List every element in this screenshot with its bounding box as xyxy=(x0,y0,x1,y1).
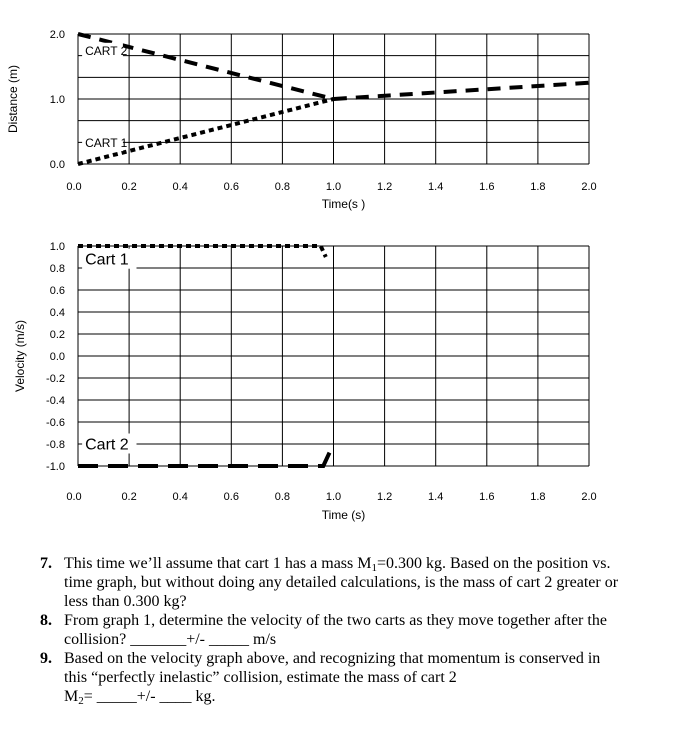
velocity-chart xyxy=(13,241,597,522)
series-annotation: Cart 2 xyxy=(85,436,129,454)
y-tick-label: -1.0 xyxy=(46,461,65,473)
question-list xyxy=(40,554,690,706)
x-tick-label: 0.0 xyxy=(66,491,82,503)
question-line xyxy=(64,554,690,573)
question-8 xyxy=(40,611,690,649)
mass-subscript: 1 xyxy=(371,562,377,574)
y-axis-label: Distance (m) xyxy=(6,64,20,134)
y-tick-label: 0.2 xyxy=(49,329,65,341)
x-tick-label: 0.6 xyxy=(223,491,239,503)
x-tick-label: 2.0 xyxy=(581,491,597,503)
x-tick-label: 1.6 xyxy=(479,181,495,193)
mass-symbol: M xyxy=(64,688,79,705)
x-tick-label: 1.8 xyxy=(530,181,546,193)
x-tick-label: 0.0 xyxy=(66,181,82,193)
question-line: less than 0.300 kg? xyxy=(64,593,187,610)
y-tick-label: -0.2 xyxy=(46,373,65,385)
question-text: =0.300 kg. Based on the position vs. xyxy=(376,555,611,572)
x-tick-label: 0.2 xyxy=(121,181,137,193)
series-annotation: Cart 1 xyxy=(85,251,129,269)
x-tick-label: 1.4 xyxy=(428,181,444,193)
question-text: This time we’ll assume that cart 1 has a mass M xyxy=(64,555,372,572)
x-tick-label: 0.4 xyxy=(172,491,188,503)
x-tick-label: 2.0 xyxy=(581,181,597,193)
x-tick-label: 0.4 xyxy=(172,181,188,193)
question-number: 8. xyxy=(40,612,52,629)
x-tick-label: 0.6 xyxy=(223,181,239,193)
y-tick-label: 0.8 xyxy=(49,263,65,275)
x-tick-label: 1.0 xyxy=(325,491,342,503)
distance-chart xyxy=(6,29,597,211)
answer-blank: = _____+/- ____ kg. xyxy=(83,688,216,705)
question-9 xyxy=(40,649,690,706)
chart-grid xyxy=(78,246,589,466)
question-line xyxy=(64,687,690,706)
question-number: 7. xyxy=(40,555,52,572)
question-line: this “perfectly inelastic” collision, estimate the mass of cart 2 xyxy=(64,669,457,686)
mass-subscript: 2 xyxy=(78,695,84,707)
y-tick-label: 1.0 xyxy=(49,94,65,106)
y-tick-label: -0.6 xyxy=(46,417,65,429)
y-tick-label: 0.6 xyxy=(49,285,65,297)
y-tick-label: 0.0 xyxy=(49,159,65,171)
y-tick-label: 1.0 xyxy=(49,241,65,253)
question-line: Based on the velocity graph above, and recognizing that momentum is conserved in xyxy=(64,650,601,667)
x-tick-label: 1.6 xyxy=(479,491,495,503)
x-tick-label: 0.8 xyxy=(274,491,291,503)
x-tick-label: 1.4 xyxy=(428,491,444,503)
question-number: 9. xyxy=(40,650,52,667)
question-line: time graph, but without doing any detailed calculations, is the mass of cart 2 greater or xyxy=(64,574,619,591)
series-annotation: CART 1 xyxy=(85,136,128,151)
question-line: From graph 1, determine the velocity of the two carts as they move together after the xyxy=(64,612,607,629)
y-tick-label: -0.4 xyxy=(46,395,65,407)
y-tick-label: -0.8 xyxy=(46,439,65,451)
y-tick-label: 0.0 xyxy=(49,351,65,363)
x-tick-label: 1.0 xyxy=(325,181,342,193)
y-tick-label: 2.0 xyxy=(49,29,65,41)
x-tick-label: 0.2 xyxy=(121,491,137,503)
x-tick-label: 0.8 xyxy=(274,181,291,193)
x-tick-label: 1.2 xyxy=(376,491,393,503)
series-line-cart-1 xyxy=(78,99,334,164)
question-line: collision? _______+/- _____ m/s xyxy=(64,631,277,648)
y-tick-label: 0.4 xyxy=(49,307,65,319)
x-axis-label: Time (s) xyxy=(321,508,366,522)
question-7 xyxy=(40,554,690,611)
x-tick-label: 1.2 xyxy=(376,181,393,193)
series-annotation: CART 2 xyxy=(85,43,128,58)
x-axis-label: Time(s ) xyxy=(321,197,366,211)
x-tick-label: 1.8 xyxy=(530,491,546,503)
y-axis-label: Velocity (m/s) xyxy=(13,319,27,393)
